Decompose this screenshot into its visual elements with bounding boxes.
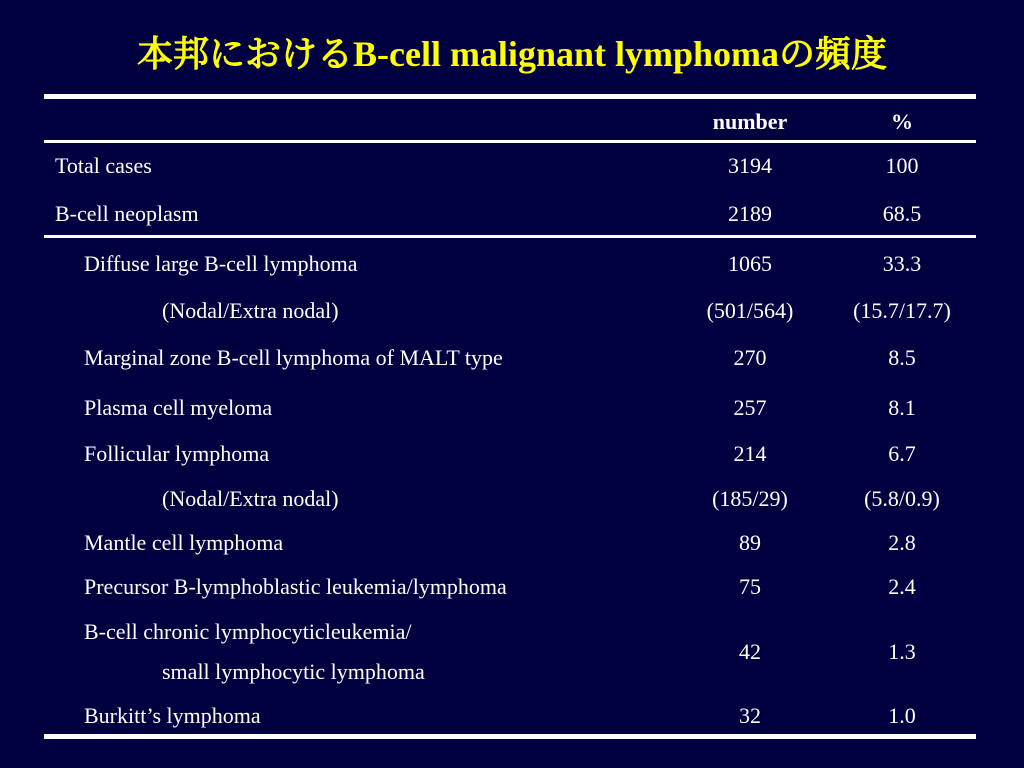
row-number-follicular-lymphoma: 214 bbox=[733, 441, 767, 466]
header-bottom-rule bbox=[44, 140, 976, 143]
column-header-number: number bbox=[712, 109, 788, 134]
row-number-dlbcl-nodal-split: (501/564) bbox=[706, 298, 794, 323]
row-label-dlbcl-nodal-split: (Nodal/Extra nodal) bbox=[162, 298, 339, 323]
row-number-dlbcl: 1065 bbox=[728, 251, 772, 276]
row-percent-malt: 8.5 bbox=[888, 345, 916, 370]
row-percent-dlbcl-nodal-split: (15.7/17.7) bbox=[853, 298, 951, 323]
row-number-follicular-nodal-split: (185/29) bbox=[712, 486, 788, 511]
row-label-malt: Marginal zone B-cell lymphoma of MALT type bbox=[84, 345, 503, 370]
row-percent-follicular-nodal-split: (5.8/0.9) bbox=[864, 486, 940, 511]
row-percent-total-cases: 100 bbox=[885, 153, 919, 178]
row-number-bcell-neoplasm: 2189 bbox=[728, 201, 772, 226]
table-top-rule bbox=[44, 94, 976, 99]
row-percent-burkitt-lymphoma: 1.0 bbox=[888, 703, 916, 728]
row-percent-dlbcl: 33.3 bbox=[882, 251, 922, 276]
row-percent-plasma-cell-myeloma: 8.1 bbox=[888, 395, 916, 420]
table-bottom-rule bbox=[44, 734, 976, 739]
slide-title: 本邦におけるB-cell malignant lymphomaの頻度 bbox=[136, 34, 887, 74]
row-percent-bcll: 1.3 bbox=[888, 639, 916, 664]
row-number-mantle-cell-lymphoma: 89 bbox=[739, 530, 761, 555]
row-percent-mantle-cell-lymphoma: 2.8 bbox=[888, 530, 916, 555]
row-number-total-cases: 3194 bbox=[728, 153, 772, 178]
row-label-plasma-cell-myeloma: Plasma cell myeloma bbox=[84, 395, 273, 420]
row-label-bcll-line2: small lymphocytic lymphoma bbox=[162, 659, 425, 684]
row-number-malt: 270 bbox=[733, 345, 767, 370]
row-percent-bcell-neoplasm: 68.5 bbox=[882, 201, 922, 226]
row-label-follicular-nodal-split: (Nodal/Extra nodal) bbox=[162, 486, 339, 511]
row-percent-follicular-lymphoma: 6.7 bbox=[888, 441, 916, 466]
row-label-mantle-cell-lymphoma: Mantle cell lymphoma bbox=[84, 530, 284, 555]
row-number-plasma-cell-myeloma: 257 bbox=[733, 395, 767, 420]
row-label-bcll-line1: B-cell chronic lymphocyticleukemia/ bbox=[84, 619, 412, 644]
row-label-dlbcl: Diffuse large B-cell lymphoma bbox=[84, 251, 358, 276]
row-label-total-cases: Total cases bbox=[55, 153, 152, 178]
row-label-burkitt-lymphoma: Burkitt’s lymphoma bbox=[84, 703, 261, 728]
row-number-bcll: 42 bbox=[739, 639, 761, 664]
row-label-bcell-neoplasm: B-cell neoplasm bbox=[55, 201, 199, 226]
row-label-precursor-b-lymphoblastic: Precursor B-lymphoblastic leukemia/lymphoma bbox=[84, 574, 507, 599]
column-header-percent: % bbox=[891, 109, 913, 134]
row-label-follicular-lymphoma: Follicular lymphoma bbox=[84, 441, 270, 466]
row-percent-precursor-b-lymphoblastic: 2.4 bbox=[888, 574, 916, 599]
row-number-burkitt-lymphoma: 32 bbox=[739, 703, 761, 728]
section-divider-rule bbox=[44, 235, 976, 238]
row-number-precursor-b-lymphoblastic: 75 bbox=[739, 574, 761, 599]
